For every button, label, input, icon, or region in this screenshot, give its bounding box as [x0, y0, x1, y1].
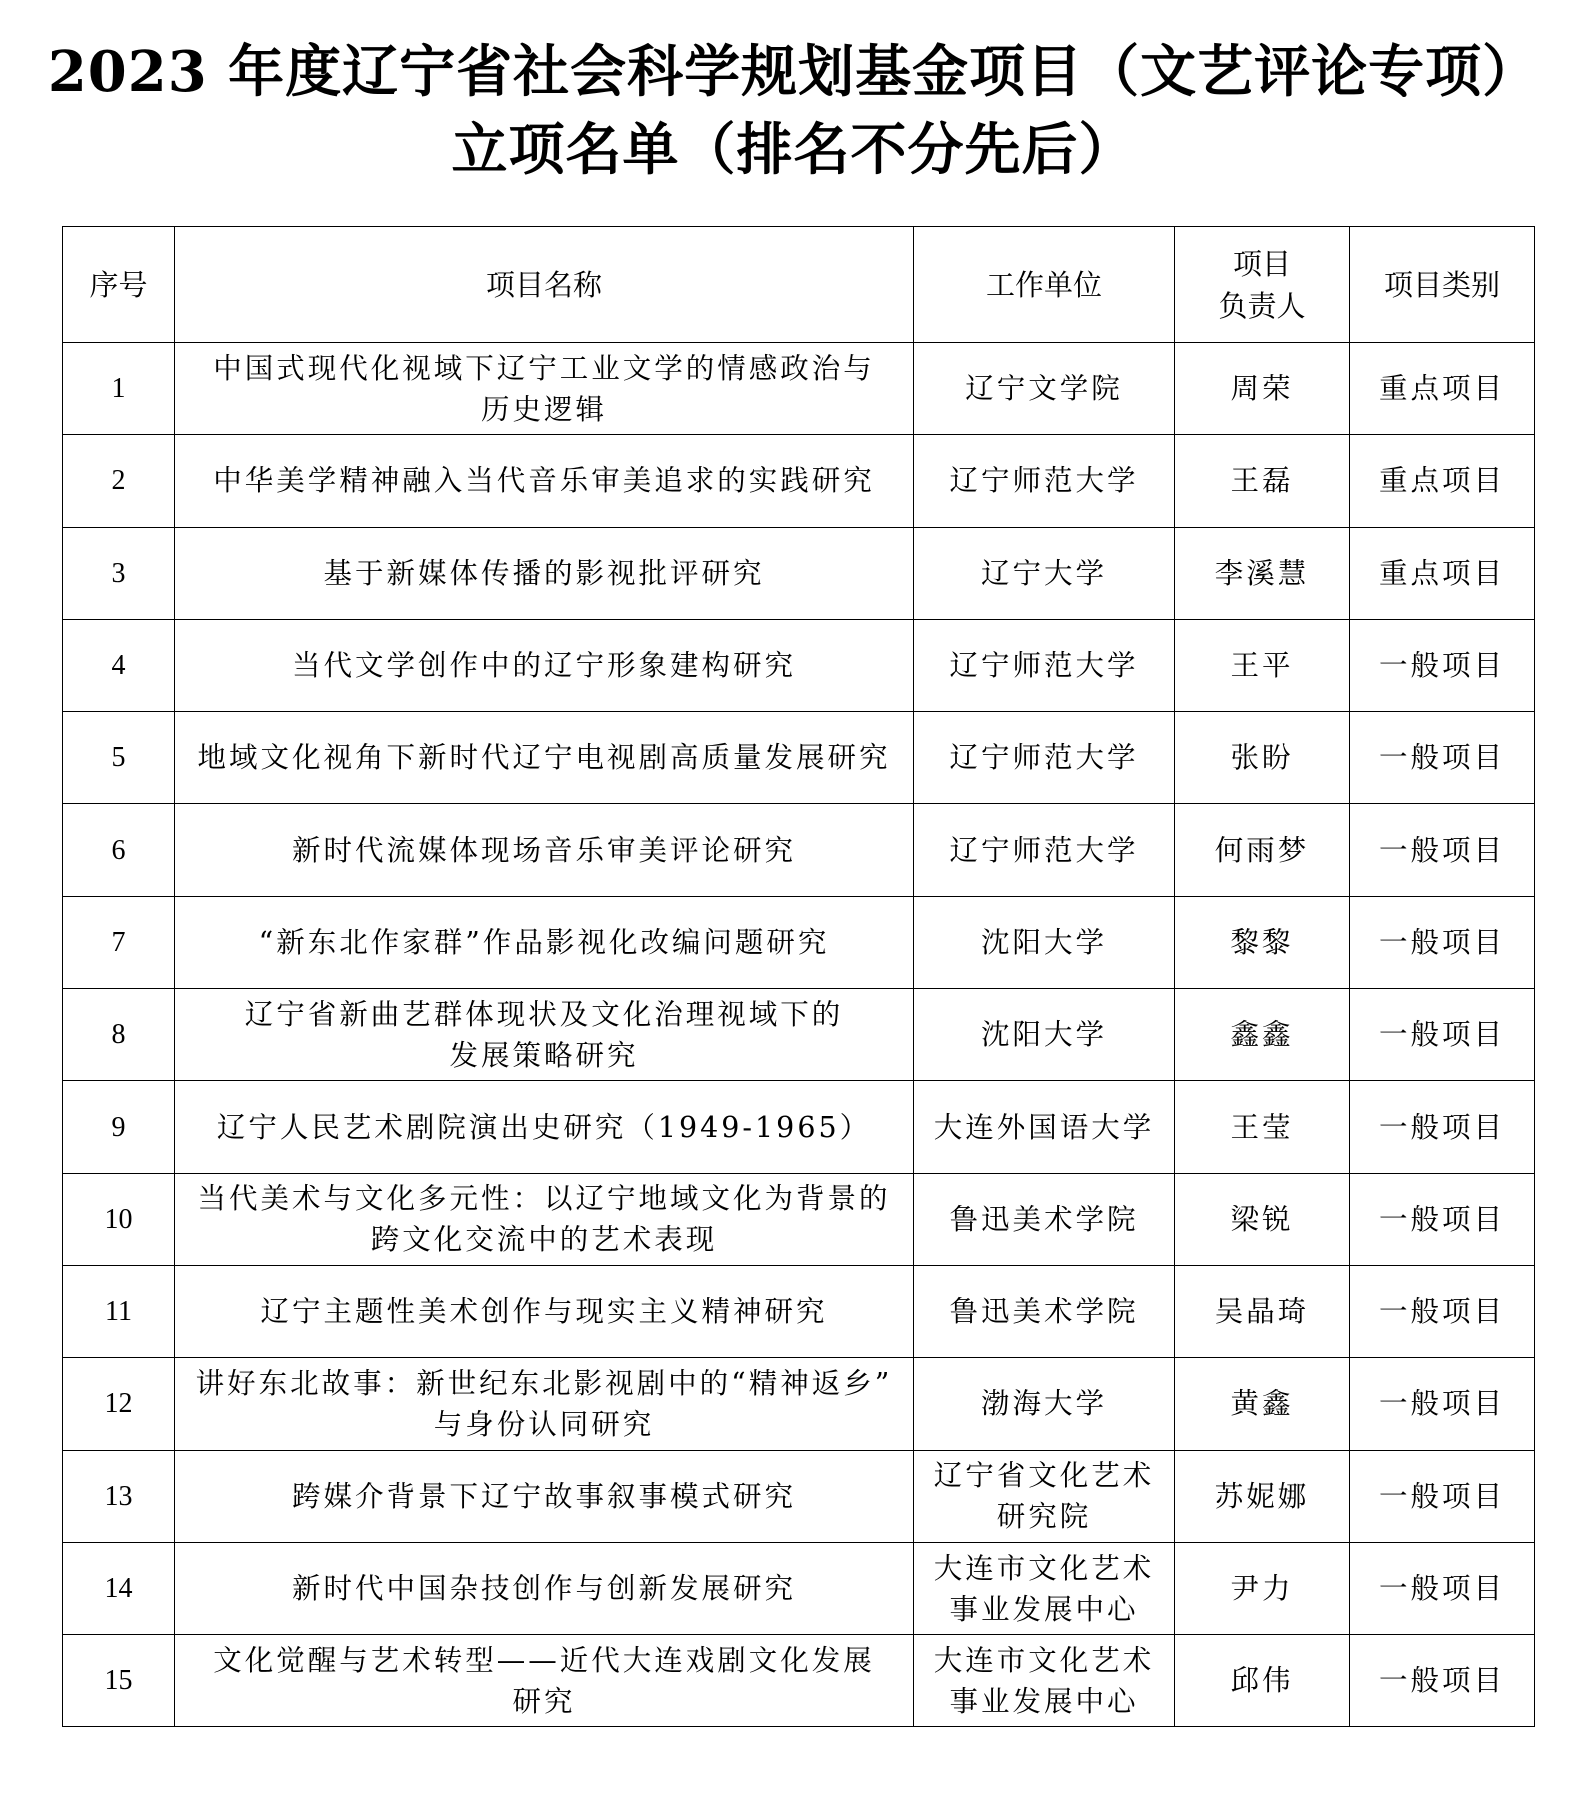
row-seq: 7	[63, 896, 175, 988]
row-project-category: 一般项目	[1350, 1081, 1535, 1173]
project-name-line: 中国式现代化视域下辽宁工业文学的情感政治与	[213, 351, 875, 385]
table-row	[63, 1358, 1535, 1450]
row-project-category: 一般项目	[1350, 804, 1535, 896]
row-project-name	[175, 343, 914, 435]
page-title-line-2: 立项名单（排名不分先后）	[451, 117, 1136, 183]
row-work-unit	[914, 1450, 1175, 1542]
row-work-unit	[914, 989, 1175, 1081]
row-work-unit	[914, 1265, 1175, 1357]
row-seq: 5	[63, 712, 175, 804]
table-header-row	[63, 227, 1535, 343]
row-seq: 3	[63, 527, 175, 619]
row-project-category: 一般项目	[1350, 1173, 1535, 1265]
work-unit-line: 鲁迅美术学院	[949, 1202, 1139, 1236]
work-unit-line: 辽宁师范大学	[949, 833, 1139, 867]
row-project-leader: 梁锐	[1175, 1173, 1350, 1265]
row-project-category: 一般项目	[1350, 896, 1535, 988]
row-seq: 8	[63, 989, 175, 1081]
row-project-leader: 王平	[1175, 619, 1350, 711]
row-work-unit	[914, 435, 1175, 527]
row-project-leader: 苏妮娜	[1175, 1450, 1350, 1542]
table-row	[63, 989, 1535, 1081]
row-work-unit	[914, 712, 1175, 804]
project-list-table	[62, 226, 1535, 1727]
header-project-category: 项目类别	[1350, 227, 1535, 343]
row-project-category: 重点项目	[1350, 527, 1535, 619]
work-unit-line: 大连市文化艺术	[933, 1551, 1155, 1585]
work-unit-line: 渤海大学	[980, 1387, 1107, 1421]
row-project-leader: 邱伟	[1175, 1635, 1350, 1727]
table-row	[63, 435, 1535, 527]
row-project-name	[175, 527, 914, 619]
project-name-line: 辽宁人民艺术剧院演出史研究（1949-1965）	[216, 1110, 872, 1144]
row-work-unit	[914, 1635, 1175, 1727]
row-project-leader: 张盼	[1175, 712, 1350, 804]
project-name-line: 文化觉醒与艺术转型——近代大连戏剧文化发展	[213, 1643, 875, 1677]
row-project-leader: 王磊	[1175, 435, 1350, 527]
work-unit-line: 事业发展中心	[949, 1592, 1139, 1626]
row-work-unit	[914, 527, 1175, 619]
project-name-line: 研究	[512, 1684, 576, 1718]
work-unit-line: 辽宁文学院	[965, 372, 1123, 406]
row-project-name	[175, 1450, 914, 1542]
header-seq: 序号	[63, 227, 175, 343]
project-name-line: 跨媒介背景下辽宁故事叙事模式研究	[291, 1479, 796, 1513]
table-row	[63, 527, 1535, 619]
table-row	[63, 1173, 1535, 1265]
row-project-leader: 周荣	[1175, 343, 1350, 435]
header-project-leader	[1175, 227, 1350, 343]
row-project-category: 一般项目	[1350, 1358, 1535, 1450]
table-row	[63, 1081, 1535, 1173]
project-name-line: 辽宁主题性美术创作与现实主义精神研究	[260, 1295, 828, 1329]
row-work-unit	[914, 619, 1175, 711]
row-project-category: 一般项目	[1350, 1635, 1535, 1727]
row-project-leader: 李溪慧	[1175, 527, 1350, 619]
row-project-category: 一般项目	[1350, 989, 1535, 1081]
row-project-name	[175, 435, 914, 527]
work-unit-line: 鲁迅美术学院	[949, 1295, 1139, 1329]
row-seq: 9	[63, 1081, 175, 1173]
row-project-leader: 尹力	[1175, 1542, 1350, 1634]
row-project-name	[175, 989, 914, 1081]
table-row	[63, 1265, 1535, 1357]
row-project-category: 重点项目	[1350, 343, 1535, 435]
row-project-name	[175, 1265, 914, 1357]
project-name-line: 历史逻辑	[480, 392, 607, 426]
row-work-unit	[914, 896, 1175, 988]
page-title-line-1: 2023 年度辽宁省社会科学规划基金项目（文艺评论专项）	[47, 39, 1540, 105]
row-seq: 2	[63, 435, 175, 527]
row-project-leader: 何雨梦	[1175, 804, 1350, 896]
row-project-category: 一般项目	[1350, 1265, 1535, 1357]
work-unit-line: 辽宁大学	[980, 556, 1107, 590]
row-project-leader: 黎黎	[1175, 896, 1350, 988]
work-unit-line: 大连市文化艺术	[933, 1643, 1155, 1677]
project-name-line: 发展策略研究	[449, 1038, 639, 1072]
row-project-name	[175, 1542, 914, 1634]
row-project-name	[175, 1173, 914, 1265]
table-row	[63, 804, 1535, 896]
row-seq: 12	[63, 1358, 175, 1450]
work-unit-line: 沈阳大学	[980, 1018, 1107, 1052]
row-project-category: 一般项目	[1350, 1542, 1535, 1634]
row-work-unit	[914, 804, 1175, 896]
row-seq: 14	[63, 1542, 175, 1634]
header-project-name: 项目名称	[175, 227, 914, 343]
project-name-line: 跨文化交流中的艺术表现	[370, 1223, 718, 1257]
table-row	[63, 1635, 1535, 1727]
table-row	[63, 896, 1535, 988]
project-name-line: 与身份认同研究	[433, 1407, 655, 1441]
row-seq: 10	[63, 1173, 175, 1265]
row-project-leader: 黄鑫	[1175, 1358, 1350, 1450]
row-work-unit	[914, 1081, 1175, 1173]
project-name-line: “新东北作家群”作品影视化改编问题研究	[258, 925, 830, 959]
table-row	[63, 1450, 1535, 1542]
header-leader-line-1: 项目	[1232, 246, 1291, 281]
row-seq: 13	[63, 1450, 175, 1542]
table-row	[63, 619, 1535, 711]
project-name-line: 辽宁省新曲艺群体现状及文化治理视域下的	[244, 997, 844, 1031]
row-work-unit	[914, 1358, 1175, 1450]
project-name-line: 中华美学精神融入当代音乐审美追求的实践研究	[213, 464, 875, 498]
project-name-line: 讲好东北故事：新世纪东北影视剧中的“精神返乡”	[195, 1366, 893, 1400]
row-seq: 11	[63, 1265, 175, 1357]
work-unit-line: 辽宁省文化艺术	[933, 1459, 1155, 1493]
table-row	[63, 343, 1535, 435]
row-project-name	[175, 1635, 914, 1727]
header-leader-line-2: 负责人	[1218, 288, 1306, 323]
row-project-category: 重点项目	[1350, 435, 1535, 527]
work-unit-line: 辽宁师范大学	[949, 464, 1139, 498]
row-project-name	[175, 619, 914, 711]
row-project-category: 一般项目	[1350, 712, 1535, 804]
row-work-unit	[914, 1173, 1175, 1265]
row-project-name	[175, 712, 914, 804]
row-project-leader: 吴晶琦	[1175, 1265, 1350, 1357]
row-seq: 15	[63, 1635, 175, 1727]
work-unit-line: 事业发展中心	[949, 1684, 1139, 1718]
work-unit-line: 沈阳大学	[980, 925, 1107, 959]
work-unit-line: 辽宁师范大学	[949, 649, 1139, 683]
row-work-unit	[914, 1542, 1175, 1634]
row-project-category: 一般项目	[1350, 1450, 1535, 1542]
project-name-line: 新时代流媒体现场音乐审美评论研究	[291, 833, 796, 867]
row-work-unit	[914, 343, 1175, 435]
table-row	[63, 712, 1535, 804]
row-seq: 6	[63, 804, 175, 896]
table-row	[63, 1542, 1535, 1634]
row-project-name	[175, 804, 914, 896]
header-work-unit: 工作单位	[914, 227, 1175, 343]
row-project-leader: 王莹	[1175, 1081, 1350, 1173]
project-name-line: 当代文学创作中的辽宁形象建构研究	[291, 649, 796, 683]
row-seq: 4	[63, 619, 175, 711]
row-project-name	[175, 1081, 914, 1173]
work-unit-line: 研究院	[996, 1500, 1092, 1534]
work-unit-line: 大连外国语大学	[933, 1110, 1155, 1144]
project-name-line: 基于新媒体传播的影视批评研究	[323, 556, 765, 590]
project-name-line: 地域文化视角下新时代辽宁电视剧高质量发展研究	[197, 741, 891, 775]
row-project-leader: 鑫鑫	[1175, 989, 1350, 1081]
row-project-category: 一般项目	[1350, 619, 1535, 711]
work-unit-line: 辽宁师范大学	[949, 741, 1139, 775]
row-project-name	[175, 1358, 914, 1450]
project-name-line: 当代美术与文化多元性：以辽宁地域文化为背景的	[197, 1182, 891, 1216]
row-project-name	[175, 896, 914, 988]
project-name-line: 新时代中国杂技创作与创新发展研究	[291, 1572, 796, 1605]
row-seq: 1	[63, 343, 175, 435]
